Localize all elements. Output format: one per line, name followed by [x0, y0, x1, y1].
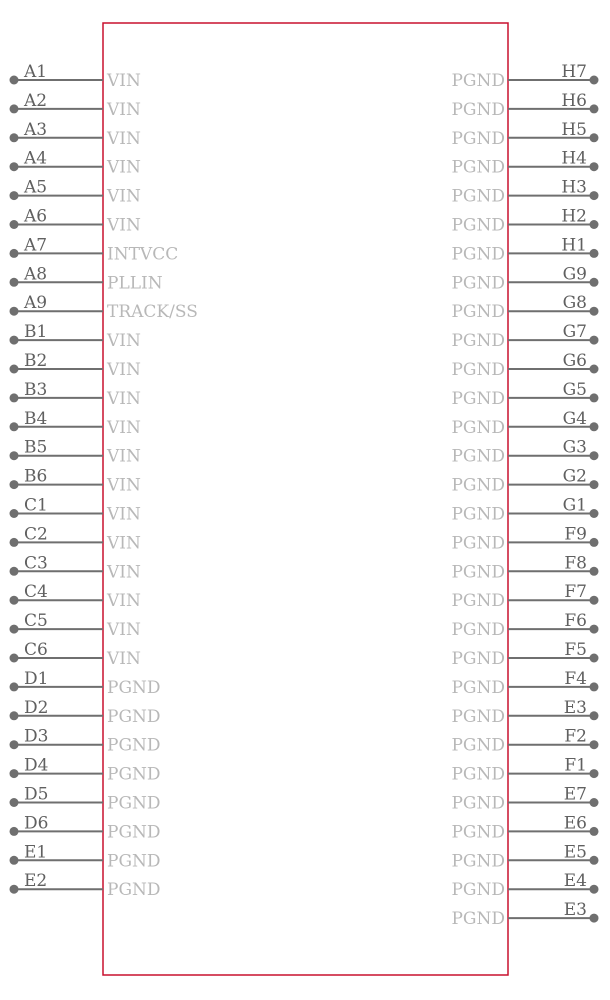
- pin-name: PLLIN: [107, 273, 163, 294]
- right-pin: [451, 264, 598, 293]
- pin-name: PGND: [451, 273, 505, 294]
- pin-endpoint-dot: [10, 509, 19, 518]
- pin-endpoint-dot: [590, 654, 599, 663]
- right-pin: [451, 698, 598, 727]
- pin-name: VIN: [107, 417, 141, 438]
- pin-name: VIN: [107, 504, 141, 525]
- pin-number: D2: [24, 697, 49, 718]
- pin-name: VIN: [107, 649, 141, 669]
- pin-endpoint-dot: [590, 307, 599, 316]
- pin-name: VIN: [107, 128, 141, 149]
- pin-endpoint-dot: [590, 827, 599, 836]
- pin-name: VIN: [107, 620, 141, 641]
- right-pin: [451, 178, 598, 207]
- pin-name: PGND: [451, 735, 505, 756]
- left-pin: [10, 149, 141, 178]
- pin-endpoint-dot: [590, 191, 599, 200]
- pin-endpoint-dot: [10, 625, 19, 634]
- left-pin: [10, 698, 161, 727]
- pin-name: VIN: [107, 446, 141, 467]
- pin-number: F6: [564, 611, 587, 632]
- left-pin: [10, 640, 141, 669]
- pin-name: PGND: [451, 331, 505, 352]
- pin-name: PGND: [451, 620, 505, 641]
- pin-name: PGND: [451, 851, 505, 872]
- left-pin: [10, 351, 141, 380]
- pin-endpoint-dot: [590, 711, 599, 720]
- pin-endpoint-dot: [590, 538, 599, 547]
- pin-number: G7: [562, 322, 587, 343]
- right-pin: [451, 640, 598, 669]
- pin-number: G2: [562, 466, 587, 487]
- pin-name: PGND: [107, 880, 161, 901]
- right-pin: [451, 322, 598, 351]
- right-pin: [451, 467, 598, 496]
- pin-name: PGND: [451, 215, 505, 236]
- left-pin: [10, 813, 161, 842]
- pin-name: PGND: [451, 793, 505, 814]
- pin-number: E1: [24, 842, 48, 863]
- pin-endpoint-dot: [10, 682, 19, 691]
- right-pin: [451, 727, 598, 756]
- pin-number: B4: [24, 408, 48, 429]
- right-pin: [451, 91, 598, 120]
- right-pin: [451, 582, 598, 611]
- left-pin: [10, 235, 179, 264]
- pin-number: A3: [24, 119, 48, 140]
- pin-name: PGND: [107, 822, 161, 843]
- left-pin: [10, 785, 161, 814]
- right-pin: [451, 120, 598, 149]
- pin-endpoint-dot: [10, 104, 19, 113]
- pin-endpoint-dot: [10, 538, 19, 547]
- pin-name: PGND: [451, 533, 505, 554]
- right-pin: [451, 380, 598, 409]
- left-pin: [10, 669, 161, 698]
- pin-number: C2: [24, 524, 48, 545]
- pin-endpoint-dot: [10, 191, 19, 200]
- pin-name: PGND: [451, 822, 505, 843]
- left-pin: [10, 553, 141, 582]
- pin-number: A1: [24, 62, 48, 82]
- pin-endpoint-dot: [10, 885, 19, 894]
- pin-number: H7: [561, 62, 587, 82]
- pin-name: PGND: [107, 677, 161, 698]
- pin-number: F5: [564, 640, 587, 660]
- pin-endpoint-dot: [10, 856, 19, 865]
- pin-name: PGND: [451, 591, 505, 612]
- pin-name: PGND: [451, 649, 505, 669]
- pin-number: G9: [562, 264, 587, 285]
- pin-number: F1: [564, 755, 587, 776]
- pin-name: PGND: [451, 677, 505, 698]
- pin-number: C5: [24, 611, 48, 632]
- pin-name: PGND: [451, 388, 505, 409]
- right-pin: [451, 785, 598, 814]
- pin-number: F7: [564, 582, 587, 603]
- pin-endpoint-dot: [590, 567, 599, 576]
- pin-number: A4: [24, 148, 48, 169]
- pin-name: PGND: [451, 562, 505, 583]
- left-pin: [10, 496, 141, 525]
- pin-number: E3: [563, 900, 587, 921]
- pin-number: B5: [24, 437, 48, 458]
- component-body: [103, 23, 508, 975]
- pin-name: VIN: [107, 360, 141, 380]
- right-pin: [451, 438, 598, 467]
- right-pin: [451, 669, 598, 698]
- pin-number: A8: [24, 264, 48, 285]
- left-pin: [10, 727, 161, 756]
- pin-endpoint-dot: [590, 249, 599, 258]
- pin-number: A7: [24, 235, 48, 256]
- right-pin: [451, 62, 598, 91]
- pin-name: VIN: [107, 388, 141, 409]
- left-pin: [10, 207, 141, 236]
- pin-endpoint-dot: [590, 798, 599, 807]
- right-pin: [451, 871, 598, 900]
- left-pin: [10, 178, 141, 207]
- right-pin: [451, 524, 598, 553]
- pin-endpoint-dot: [590, 509, 599, 518]
- pin-endpoint-dot: [10, 798, 19, 807]
- pin-endpoint-dot: [10, 162, 19, 171]
- pin-number: A5: [24, 177, 48, 198]
- pin-endpoint-dot: [590, 76, 599, 85]
- pin-name: VIN: [107, 99, 141, 120]
- left-pin: [10, 756, 161, 785]
- pin-number: D4: [24, 755, 49, 776]
- pin-endpoint-dot: [590, 596, 599, 605]
- pin-endpoint-dot: [10, 220, 19, 229]
- pin-endpoint-dot: [10, 451, 19, 460]
- left-pin: [10, 871, 161, 900]
- pin-endpoint-dot: [590, 885, 599, 894]
- pin-endpoint-dot: [590, 220, 599, 229]
- right-pin: [451, 756, 598, 785]
- pin-number: G5: [562, 379, 587, 400]
- pin-number: G4: [562, 408, 587, 429]
- pin-name: PGND: [107, 764, 161, 785]
- pin-number: H4: [561, 148, 587, 169]
- pin-number: E2: [24, 871, 48, 892]
- pin-number: C6: [24, 640, 48, 660]
- pin-number: F2: [564, 726, 587, 747]
- pin-endpoint-dot: [10, 480, 19, 489]
- pin-name: PGND: [451, 186, 505, 207]
- pin-name: VIN: [107, 533, 141, 554]
- pin-name: VIN: [107, 475, 141, 496]
- pin-number: E5: [563, 842, 587, 863]
- left-pin: [10, 611, 141, 640]
- pin-endpoint-dot: [590, 422, 599, 431]
- pin-number: A6: [24, 206, 48, 227]
- pin-name: VIN: [107, 331, 141, 352]
- pin-name: PGND: [451, 446, 505, 467]
- pin-name: VIN: [107, 186, 141, 207]
- pin-name: PGND: [451, 128, 505, 149]
- pin-name: PGND: [451, 909, 505, 930]
- pin-name: PGND: [451, 880, 505, 901]
- pin-endpoint-dot: [10, 422, 19, 431]
- pin-endpoint-dot: [590, 769, 599, 778]
- pin-name: PGND: [451, 475, 505, 496]
- pin-endpoint-dot: [10, 769, 19, 778]
- pin-number: E7: [563, 784, 587, 805]
- pin-name: TRACK/SS: [107, 302, 198, 323]
- pin-endpoint-dot: [10, 567, 19, 576]
- pin-endpoint-dot: [590, 365, 599, 374]
- pin-endpoint-dot: [590, 740, 599, 749]
- pin-number: G8: [562, 293, 587, 314]
- pin-number: E6: [563, 813, 587, 834]
- pin-number: D5: [24, 784, 49, 805]
- pin-endpoint-dot: [10, 307, 19, 316]
- pin-endpoint-dot: [590, 104, 599, 113]
- pin-endpoint-dot: [10, 133, 19, 142]
- pin-name: VIN: [107, 157, 141, 178]
- pin-endpoint-dot: [10, 654, 19, 663]
- left-pin: [10, 409, 141, 438]
- left-pin: [10, 582, 141, 611]
- pin-number: H1: [561, 235, 587, 256]
- pin-name: PGND: [451, 302, 505, 323]
- right-pin: [451, 149, 598, 178]
- pin-number: C4: [24, 582, 48, 603]
- pin-name: PGND: [451, 157, 505, 178]
- pin-number: G3: [562, 437, 587, 458]
- pin-endpoint-dot: [590, 278, 599, 287]
- pin-name: PGND: [451, 71, 505, 91]
- right-pin: [451, 553, 598, 582]
- pin-name: VIN: [107, 71, 141, 91]
- pin-name: PGND: [451, 706, 505, 727]
- pin-number: B2: [24, 351, 48, 371]
- pin-name: PGND: [107, 706, 161, 727]
- pin-number: B1: [24, 322, 48, 343]
- pin-name: INTVCC: [107, 244, 179, 265]
- pin-endpoint-dot: [10, 365, 19, 374]
- pin-endpoint-dot: [10, 827, 19, 836]
- pin-number: E3: [563, 697, 587, 718]
- pin-endpoint-dot: [10, 711, 19, 720]
- pin-number: C1: [24, 495, 48, 516]
- pin-endpoint-dot: [590, 393, 599, 402]
- left-pin: [10, 62, 141, 91]
- pin-endpoint-dot: [10, 278, 19, 287]
- pin-number: B6: [24, 466, 48, 487]
- right-pin: [451, 813, 598, 842]
- right-pin: [451, 351, 598, 380]
- left-pin: [10, 438, 141, 467]
- pin-number: G1: [562, 495, 587, 516]
- pin-endpoint-dot: [590, 480, 599, 489]
- left-pin: [10, 322, 141, 351]
- pin-number: D3: [24, 726, 49, 747]
- left-pin: [10, 524, 141, 553]
- pin-name: VIN: [107, 562, 141, 583]
- pin-endpoint-dot: [10, 336, 19, 345]
- pin-number: F4: [564, 668, 587, 689]
- right-pin: [451, 900, 598, 929]
- pin-endpoint-dot: [10, 393, 19, 402]
- pin-number: H5: [561, 119, 587, 140]
- pin-endpoint-dot: [590, 625, 599, 634]
- right-pin: [451, 293, 598, 322]
- pin-number: F9: [564, 524, 587, 545]
- pin-name: PGND: [451, 244, 505, 265]
- pin-name: PGND: [107, 735, 161, 756]
- pin-number: H3: [561, 177, 587, 198]
- right-pin: [451, 207, 598, 236]
- pin-name: PGND: [451, 417, 505, 438]
- pin-number: B3: [24, 379, 48, 400]
- pin-number: H6: [561, 90, 587, 111]
- pin-name: PGND: [107, 793, 161, 814]
- left-pin: [10, 91, 141, 120]
- pin-name: VIN: [107, 591, 141, 612]
- right-pin: [451, 235, 598, 264]
- pin-number: C3: [24, 553, 48, 574]
- pin-endpoint-dot: [590, 914, 599, 923]
- left-pin: [10, 842, 161, 871]
- pin-endpoint-dot: [10, 249, 19, 258]
- pin-endpoint-dot: [10, 596, 19, 605]
- pin-name: PGND: [451, 764, 505, 785]
- pin-endpoint-dot: [590, 336, 599, 345]
- pin-number: F8: [564, 553, 587, 574]
- pin-name: PGND: [451, 504, 505, 525]
- right-pin-group: [451, 62, 598, 929]
- pin-endpoint-dot: [590, 162, 599, 171]
- pin-number: G6: [562, 351, 587, 371]
- pin-endpoint-dot: [590, 682, 599, 691]
- pin-endpoint-dot: [10, 740, 19, 749]
- left-pin: [10, 380, 141, 409]
- pin-number: D6: [24, 813, 49, 834]
- left-pin: [10, 467, 141, 496]
- right-pin: [451, 409, 598, 438]
- pin-number: H2: [561, 206, 587, 227]
- right-pin: [451, 842, 598, 871]
- right-pin: [451, 611, 598, 640]
- pin-number: D1: [24, 668, 49, 689]
- pin-endpoint-dot: [590, 451, 599, 460]
- pin-endpoint-dot: [590, 856, 599, 865]
- pin-name: PGND: [451, 99, 505, 120]
- pin-name: PGND: [451, 360, 505, 380]
- left-pin: [10, 120, 141, 149]
- right-pin: [451, 496, 598, 525]
- pin-number: A2: [24, 90, 48, 111]
- pin-number: E4: [563, 871, 587, 892]
- pin-name: PGND: [107, 851, 161, 872]
- pin-number: A9: [24, 293, 48, 314]
- pin-endpoint-dot: [10, 76, 19, 85]
- pin-name: VIN: [107, 215, 141, 236]
- left-pin: [10, 264, 163, 293]
- pin-endpoint-dot: [590, 133, 599, 142]
